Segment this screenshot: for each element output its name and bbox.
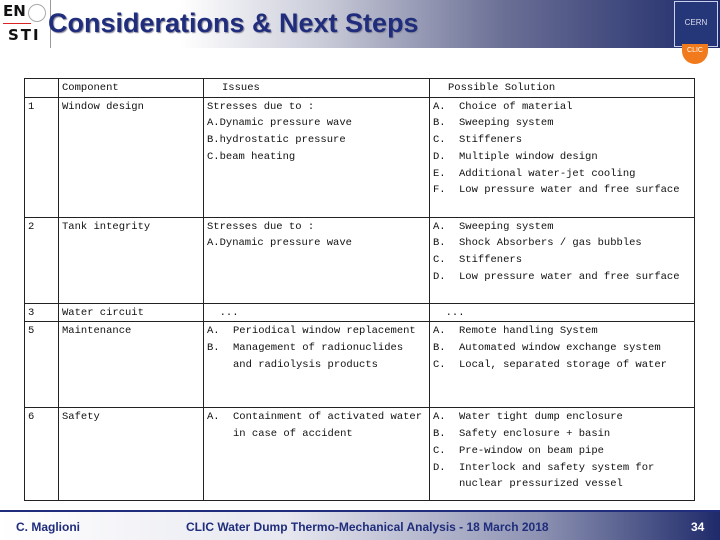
item-text: Shock Absorbers / gas bubbles [459, 237, 642, 250]
clic-logo [682, 44, 708, 64]
list-item [433, 149, 691, 166]
list-item [433, 252, 691, 269]
cern-logo [674, 1, 718, 47]
item-label: A. [433, 220, 446, 233]
footer-author: C. Maglioni [16, 520, 80, 534]
page-number: 34 [691, 520, 705, 534]
list-item [433, 357, 691, 374]
solutions-cell [430, 408, 695, 501]
table-row [25, 303, 695, 322]
item-label: A. [433, 325, 446, 338]
item-text: Multiple window design [459, 150, 598, 163]
row-number: 3 [25, 303, 59, 322]
header-cell: Possible Solution [430, 79, 695, 98]
laser-icon [3, 23, 31, 24]
item-label: B. [433, 342, 446, 355]
item-text: Automated window exchange system [459, 342, 661, 355]
clic-logo-text: CLIC [687, 47, 703, 54]
item-text: Stiffeners [459, 254, 523, 267]
item-text: Low pressure water and free surface [459, 184, 680, 197]
issues-cell [204, 303, 430, 322]
item-text: ... [433, 306, 465, 319]
item-text: Management of radionuclides and radiolysis products [233, 342, 410, 371]
solutions-cell [430, 217, 695, 303]
list-item [433, 115, 691, 132]
item-text: Water tight dump enclosure [459, 411, 623, 424]
table-row [25, 217, 695, 303]
item-label: A. [433, 411, 446, 424]
list-item [433, 99, 691, 116]
cern-logo-text: CERN [684, 18, 708, 27]
solutions-cell [430, 303, 695, 322]
item-label: E. [433, 167, 446, 180]
en-sti-logo [0, 0, 51, 48]
item-text: A.Dynamic pressure wave [207, 117, 352, 130]
list-item [207, 305, 426, 322]
component-cell: Tank integrity [59, 217, 204, 303]
list-item [433, 305, 691, 322]
item-label: D. [433, 150, 446, 163]
table-row [25, 408, 695, 501]
item-text: ... [207, 306, 239, 319]
item-text: Stresses due to : [207, 220, 315, 233]
component-cell: Water circuit [59, 303, 204, 322]
component-cell: Safety [59, 408, 204, 501]
list-item [433, 132, 691, 149]
row-number: 5 [25, 322, 59, 408]
component-cell: Maintenance [59, 322, 204, 408]
item-text: Choice of material [459, 100, 573, 113]
issues-cell [204, 97, 430, 217]
list-item [433, 235, 691, 252]
row-number: 6 [25, 408, 59, 501]
header-cell: Component [59, 79, 204, 98]
item-label: A. [207, 411, 220, 424]
item-label: C. [433, 444, 446, 457]
item-text: Remote handling System [459, 325, 598, 338]
item-label: D. [433, 270, 446, 283]
list-item [433, 340, 691, 357]
component-cell: Window design [59, 97, 204, 217]
issues-cell [204, 217, 430, 303]
item-text: Containment of activated water in case of accident [233, 411, 429, 441]
list-item [433, 426, 691, 443]
issues-cell [204, 408, 430, 501]
row-number: 2 [25, 217, 59, 303]
list-item [433, 323, 691, 340]
list-item [207, 99, 426, 116]
item-text: Pre-window on beam pipe [459, 444, 604, 457]
list-item [207, 219, 426, 236]
list-item [207, 132, 426, 149]
table-row [25, 322, 695, 408]
atom-icon [28, 4, 46, 22]
item-label: A. [207, 325, 220, 338]
solutions-cell [430, 322, 695, 408]
list-item [207, 149, 426, 166]
item-label: B. [433, 117, 446, 130]
item-label: F. [433, 184, 446, 197]
item-text: B.hydrostatic pressure [207, 134, 346, 147]
item-label: A. [433, 100, 446, 113]
item-label: B. [207, 342, 220, 355]
item-text: Safety enclosure + basin [459, 428, 611, 441]
item-label: B. [433, 237, 446, 250]
header-cell [25, 79, 59, 98]
solutions-cell [430, 97, 695, 217]
table-header-row [25, 79, 695, 98]
header-cell: Issues [204, 79, 430, 98]
item-label: B. [433, 428, 446, 441]
list-item [433, 182, 691, 199]
page-title: Considerations & Next Steps [48, 8, 419, 38]
list-item [207, 115, 426, 132]
considerations-table [24, 78, 695, 501]
item-label: C. [433, 134, 446, 147]
list-item [433, 460, 691, 493]
footer-title: CLIC Water Dump Thermo-Mechanical Analysis - 18 March 2018 [186, 520, 549, 534]
list-item [433, 443, 691, 460]
item-label: C. [433, 358, 446, 371]
list-item [433, 219, 691, 236]
item-label: D. [433, 461, 446, 474]
list-item [433, 409, 691, 426]
item-text: Additional water-jet cooling [459, 167, 636, 180]
list-item [207, 340, 426, 373]
list-item [207, 235, 426, 252]
issues-cell [204, 322, 430, 408]
list-item [207, 409, 429, 442]
item-label: C. [433, 254, 446, 267]
list-item [433, 166, 691, 183]
table-row [25, 97, 695, 217]
item-text: Low pressure water and free surface [459, 270, 680, 283]
list-item [207, 323, 426, 340]
item-text: A.Dynamic pressure wave [207, 237, 352, 250]
item-text: C.beam heating [207, 150, 296, 163]
item-text: Periodical window replacement [233, 325, 416, 338]
row-number: 1 [25, 97, 59, 217]
item-text: Sweeping system [459, 220, 554, 233]
item-text: Stresses due to : [207, 100, 315, 113]
item-text: Sweeping system [459, 117, 554, 130]
list-item [433, 269, 691, 286]
item-text: Local, separated storage of water [459, 358, 667, 371]
item-text: Interlock and safety system for nuclear pressurized vessel [459, 461, 661, 491]
logo-text-bottom: STI [8, 26, 41, 44]
logo-text-top: EN [3, 2, 26, 20]
item-text: Stiffeners [459, 134, 523, 147]
